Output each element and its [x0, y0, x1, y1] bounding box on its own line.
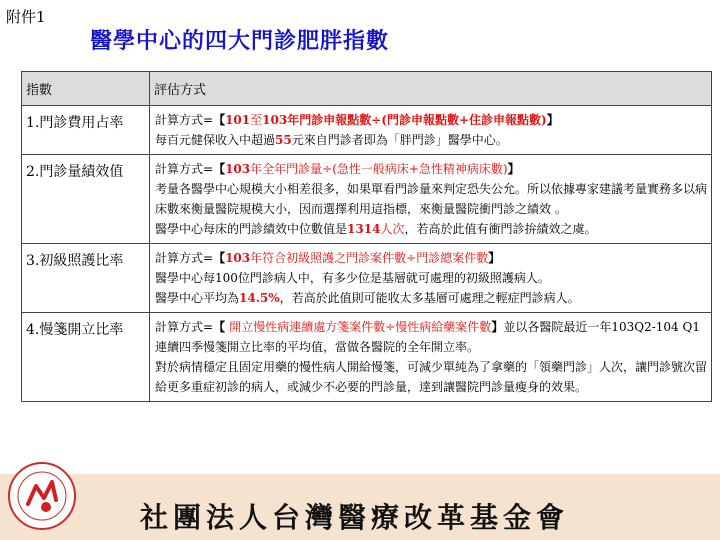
formula-part: 103	[225, 162, 251, 176]
column-header-index: 指數	[22, 72, 150, 106]
method-cell	[150, 313, 712, 402]
formula-open-bracket: 【	[213, 162, 226, 176]
formula-open-bracket: 【	[213, 320, 230, 334]
formula-part: 103	[262, 113, 288, 127]
formula-part: 101	[225, 113, 251, 127]
index-name-cell: 2.門診量績效值	[22, 155, 150, 244]
description-segment: 對於病情穩定且固定用藥的慢性病人開給慢箋，可減少單純為了拿藥的「領藥門診」人次，讓門診號次留給更多重症初診的病人，或減少不必要的門診量，達到讓醫院門診量瘦身的效果。	[155, 360, 708, 394]
table-row	[22, 313, 712, 402]
method-cell	[150, 106, 712, 155]
description-segment: 55	[275, 133, 292, 147]
description-segment: 醫學中心每床的門診績效中位數值是	[155, 222, 348, 236]
formula-prefix: 計算方式=	[155, 320, 214, 334]
description-line	[155, 179, 707, 219]
formula-prefix: 計算方式=	[155, 162, 214, 176]
formula-part: 年符合初級照護之門診案件數÷門診總案件數	[250, 251, 489, 265]
table-row	[22, 155, 712, 244]
index-name-cell: 1.門診費用占率	[22, 106, 150, 155]
formula-line	[155, 159, 707, 179]
formula-part: 年全年門診量÷(急性一般病床+急性精神病床數)	[250, 162, 508, 176]
metrics-body	[22, 106, 712, 402]
method-cell	[150, 155, 712, 244]
formula-close-bracket: 】	[491, 320, 504, 334]
attachment-label: 附件1	[6, 8, 46, 26]
description-segment: 14.5%	[239, 291, 280, 305]
description-line	[155, 130, 707, 150]
formula-line	[155, 317, 707, 357]
foundation-seal-icon	[6, 460, 78, 532]
table-row	[22, 106, 712, 155]
formula-line	[155, 248, 707, 268]
formula-line	[155, 110, 707, 130]
formula-open-bracket: 【	[213, 251, 226, 265]
formula-open-bracket: 【	[213, 113, 226, 127]
description-segment: 醫學中心平均為	[155, 291, 240, 305]
formula-suffix: 並以各醫院最近一年103Q2-104 Q1連續四季慢箋開立比率的平均值，當做各醫院的全年開立率。	[155, 320, 700, 354]
formula-close-bracket: 】	[488, 251, 501, 265]
description-segment: ，若高於此值有衝門診拚績效之虞。	[404, 222, 597, 236]
column-header-method: 評估方式	[150, 72, 712, 106]
formula-part: 開立慢性病連續處方箋案件數÷慢性病給藥案件數	[229, 320, 492, 334]
table-header-row	[22, 72, 712, 106]
description-segment: 人次	[380, 222, 405, 236]
formula-close-bracket: 】	[507, 162, 520, 176]
formula-prefix: 計算方式=	[155, 251, 214, 265]
page-title: 醫學中心的四大門診肥胖指數	[90, 28, 390, 54]
formula-prefix: 計算方式=	[155, 113, 214, 127]
table-row	[22, 244, 712, 313]
description-segment: 元來自門診者即為「胖門診」醫學中心。	[291, 133, 508, 147]
description-segment: 每百元健保收入中超過	[155, 133, 276, 147]
description-segment: 醫學中心每100位門診病人中，有多少位是基層就可處理的初級照護病人。	[155, 271, 550, 285]
description-line	[155, 357, 707, 397]
description-segment: 考量各醫學中心規模大小相差很多，如果單看門診量來判定恐失公允。所以依據專家建議考量實務多以病床數來衡量醫院規模大小，因而選擇利用這指標，來衡量醫院衝門診之績效 。	[155, 182, 708, 216]
index-name-cell: 4.慢箋開立比率	[22, 313, 150, 402]
description-segment: 1314	[347, 222, 381, 236]
description-segment: ，若高於此值則可能收太多基層可處理之輕症門診病人。	[279, 291, 580, 305]
formula-part: 至	[250, 113, 263, 127]
method-cell	[150, 244, 712, 313]
formula-close-bracket: 】	[546, 113, 559, 127]
formula-part: 103	[225, 251, 251, 265]
description-line	[155, 268, 707, 288]
metrics-table	[21, 71, 712, 402]
foundation-name: 社團法人台灣醫療改革基金會	[140, 501, 570, 534]
description-line	[155, 219, 707, 239]
index-name-cell: 3.初級照護比率	[22, 244, 150, 313]
description-line	[155, 288, 707, 308]
formula-part: 年門診申報點數÷(門診申報點數+住診申報點數)	[287, 113, 547, 127]
